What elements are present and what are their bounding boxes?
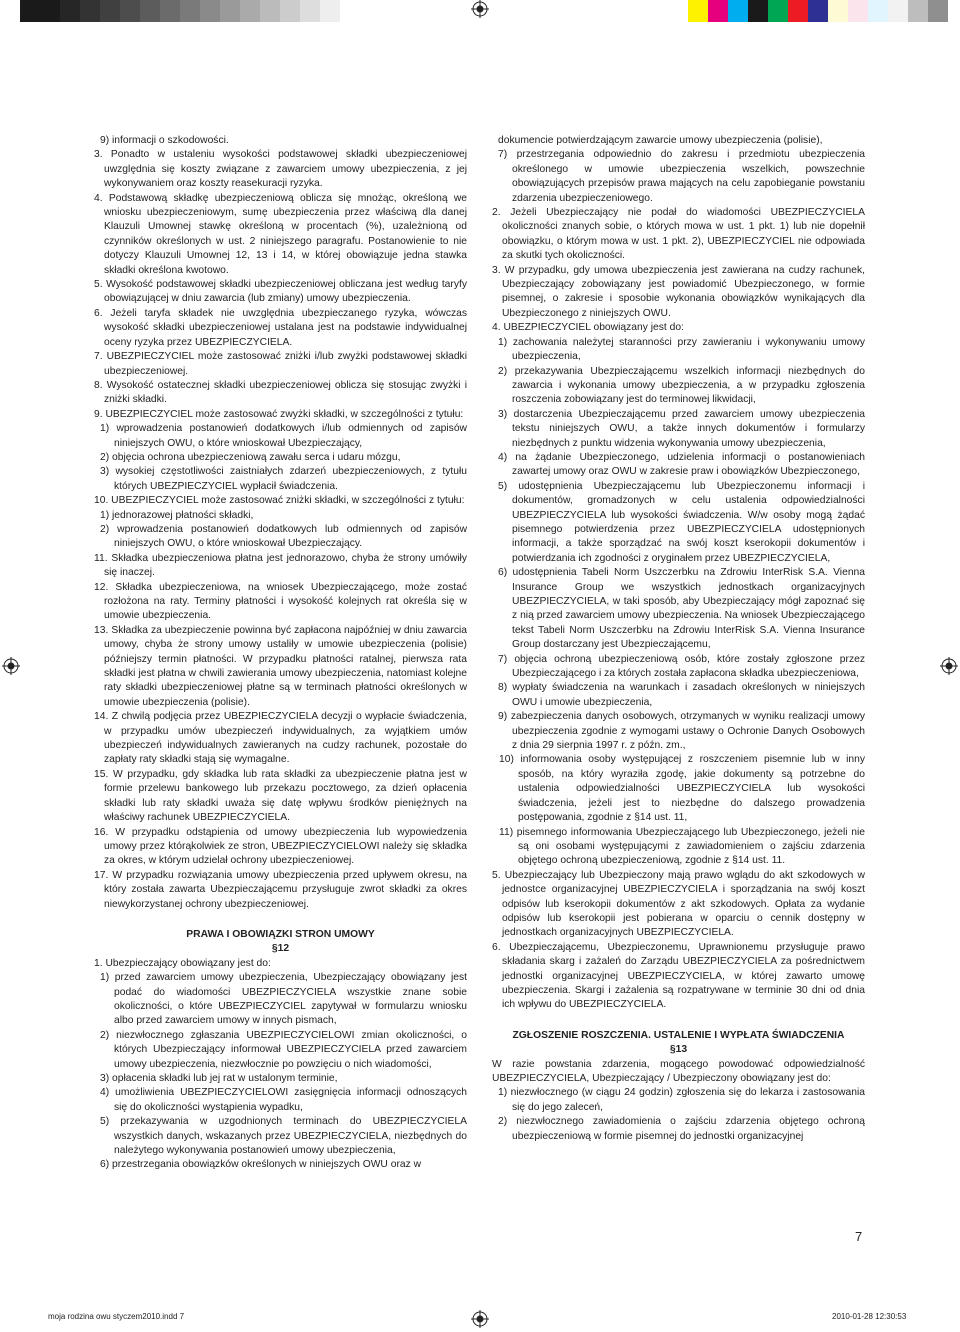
color-swatch [120,0,140,22]
section-title: PRAWA I OBOWIĄZKI STRON UMOWY [186,928,375,940]
paragraph: 14. Z chwilą podjęcia przez UBEZPIECZYCIELA decyzji o wypłacie świadczenia, w przypadku umów ubezpieczeń indywidualnych, za wyjątkiem umów ubezpieczeń indywidualnych zawieranych na cudzy rachunek, pozostałe do zapłaty raty składki stają się wymagalne. [94,711,467,766]
paragraph: 3) wysokiej częstotliwości zaistniałych zdarzeń ubezpieczeniowych, z tytułu których UBEZPIECZYCIEL wypłacił świadczenia. [100,466,467,492]
color-swatch [100,0,120,22]
paragraph: 6. Ubezpieczającemu, Ubezpieczonemu, Uprawnionemu przysługuje prawo składania skarg i zażaleń do Zarządu UBEZPIECZYCIELA za pośrednictwem jednostki organizacyjnej UBEZPIECZYCIELA, w której zawarto umowę ubezpieczenia. Skargi i zażalenia są rozpatrywane w terminie 30 dni od dnia ich wpływu do UBEZPIECZYCIELA. [492,941,865,1011]
paragraph: 4. UBEZPIECZYCIEL obowiązany jest do: [492,322,684,334]
color-swatch [40,0,60,22]
grayscale-color-bar [0,0,340,22]
paragraph: 4. Podstawową składkę ubezpieczeniową oblicza się mnożąc, określoną we wniosku ubezpieczeniowym, sumę ubezpieczenia przez właściwą dla danej Klauzuli Umownej stawkę określoną w procentach (%), uzależnioną od czynników określonych w ust. 2 niniejszego paragrafu. Postanowienie to nie dotyczy Klauzuli Umownej 12, 13 i 14, w której obowiązuje jedna stawka składki określona kwotowo. [94,192,467,276]
print-slug-timestamp: 2010-01-28 12:30:53 [832,1312,907,1321]
paragraph: 5) udostępnienia Ubezpieczającemu lub Ubezpieczonemu informacji i dokumentów, gromadzonych w celu ustalenia odpowiedzialności UBEZPIECZYCIELA lub wysokości świadczenia. W/w osoby mogą żądać pisemnego potwierdzenia przez UBEZPIECZYCIELA udostępnionych informacji, a także sporządzać na swój koszt kserokopii dokumentów i potwierdzania ich zgodności z oryginałem przez UBEZPIECZYCIELA, [498,480,865,564]
paragraph: 11) pisemnego informowania Ubezpieczającego lub Ubezpieczonego, jeżeli nie są oni osobami występującymi z zawiadomieniem o zajściu zdarzenia objętego ochroną ubezpieczeniową, zgodnie z §14 ust. 11. [499,826,865,867]
paragraph: 10. UBEZPIECZYCIEL może zastosować zniżki składki, w szczególności z tytułu: [94,495,465,507]
paragraph: 2) niezwłocznego zgłaszania UBEZPIECZYCIELOWI zmian okoliczności, o których Ubezpieczający informował UBEZPIECZYCIELA przed zawarciem umowy ubezpieczenia, niezwłocznie po powzięciu o nich wiadomości, [100,1029,467,1070]
paragraph: 6) przestrzegania obowiązków określonych w niniejszych OWU oraz w [100,1159,422,1171]
color-swatch [240,0,260,22]
paragraph: 12. Składka ubezpieczeniowa, na wniosek Ubezpieczającego, może zostać rozłożona na raty. Terminy płatności i wysokość kolejnych rat określa się w umowie ubezpieczenia. [94,581,467,622]
paragraph: 3) opłacenia składki lub jej rat w ustalonym terminie, [100,1073,338,1084]
paragraph: 2) wprowadzenia postanowień dodatkowych lub odmiennych od zapisów niniejszych OWU, o które wnioskował Ubezpieczający. [100,523,467,550]
print-slug-filename: moja rodzina owu styczem2010.indd 7 [48,1312,185,1321]
paragraph: W razie powstania zdarzenia, mogącego powodować odpowiedzialność UBEZPIECZYCIELA, Ubezpieczający / Ubezpieczony obowiązany jest do: [492,1058,865,1084]
paragraph: 9) informacji o szkodowości. [100,135,229,146]
paragraph: 1) niezwłocznego (w ciągu 24 godzin) zgłoszenia się do lekarza i zastosowania się do jego zaleceń, [498,1087,865,1113]
color-swatch [908,0,928,22]
paragraph: 17. W przypadku rozwiązania umowy ubezpieczenia przed upływem okresu, na który została zawarta Ubezpieczającemu przysługuje zwrot składki za okres niewykorzystanej ochrony ubezpieczeniowej. [94,869,467,910]
paragraph: 10) informowania osoby występującej z roszczeniem pisemnie lub w inny sposób, na który wyraziła zgodę, jakie dokumenty są potrzebne do ustalenia odpowiedzialności UBEZPIECZYCIELA lub wysokości świadczenia, jeżeli jest to niezbędne do dalszego prowadzenia postępowania, zgodnie z §14 ust. 11, [499,754,865,824]
page-number: 7 [855,1229,863,1244]
color-swatch [708,0,728,22]
paragraph: 2. Jeżeli Ubezpieczający nie podał do wiadomości UBEZPIECZYCIELA okoliczności znanych sobie, o których mowa w ust. 1 pkt. 1) lub nie dopełnił obowiązku, o którym mowa w ust. 1 pkt. 2), UBEZPIECZYCIEL nie odpowiada za skutki tych okoliczności. [492,207,865,262]
registration-mark-icon [471,1310,489,1328]
registration-mark-icon [940,657,958,675]
section-number: §13 [669,1044,688,1056]
paragraph: 4) umożliwienia UBEZPIECZYCIELOWI zasięgnięcia informacji odnoszących się do okoliczności wystąpienia wypadku, [100,1087,467,1113]
color-swatch [140,0,160,22]
color-swatch [0,0,20,22]
paragraph: 3. W przypadku, gdy umowa ubezpieczenia jest zawierana na cudzy rachunek, Ubezpieczający zobowiązany jest powiadomić Ubezpieczonego, w formie pisemnej, o zakresie i sposobie wykonania obowiązków wynikających dla Ubezpieczonego z niniejszych OWU. [492,264,865,319]
color-swatch [160,0,180,22]
paragraph: 1. Ubezpieczający obowiązany jest do: [94,957,271,969]
color-swatch [20,0,40,22]
color-swatch [848,0,868,22]
paragraph: 2) objęcia ochrona ubezpieczeniową zawału serca i udaru mózgu, [100,451,401,463]
right-text-column [492,134,865,1144]
color-swatch [928,0,948,22]
paragraph: 9) zabezpieczenia danych osobowych, otrzymanych w wyniku realizacji umowy ubezpieczenia zgodnie z wymogami ustawy o Ochronie Danych Osobowych z dnia 29 sierpnia 1997 r. z późn. zm., [498,711,865,752]
paragraph: 9. UBEZPIECZYCIEL może zastosować zwyżki składki, w szczególności z tytułu: [94,408,464,420]
paragraph: dokumencie potwierdzającym zawarcie umowy ubezpieczenia (polisie), [498,135,823,146]
paragraph: 15. W przypadku, gdy składka lub rata składki za ubezpieczenie płatna jest w formie przelewu bankowego lub przekazu pocztowego, za dzień opłacenia składki lub raty składki uważa się datę wpływu środków pieniężnych na właściwy rachunek UBEZPIECZYCIELA. [94,768,467,824]
paragraph: 5. Wysokość podstawowej składki ubezpieczeniowej obliczana jest według taryfy obowiązującej w dniu zawarcia (lub zmiany) umowy ubezpieczenia. [94,279,467,305]
paragraph: 6. Jeżeli taryfa składek nie uwzględnia ubezpieczanego ryzyka, wówczas wysokość składki ubezpieczeniowej ustalana jest na podstawie indywidualnej oceny ryzyka przez UBEZPIECZYCIELA. [94,307,467,348]
paragraph: 2) niezwłocznego zawiadomienia o zajściu zdarzenia objętego ochroną ubezpieczeniową w formie pisemnej do jednostki organizacyjnej [498,1116,865,1142]
color-swatch [688,0,708,22]
paragraph: 3) dostarczenia Ubezpieczającemu przed zawarciem umowy ubezpieczenia tekstu niniejszych OWU, a także innych dokumentów i formularzy niezbędnych z punktu widzenia wykonywania umowy ubezpieczenia, [498,408,865,449]
section-number: §12 [271,943,290,955]
color-swatch [748,0,768,22]
paragraph: 4) na żądanie Ubezpieczonego, udzielenia informacji o postanowieniach zawartej umowy oraz OWU w zakresie praw i obowiązków Ubezpieczonego, [498,451,865,478]
section-title: ZGŁOSZENIE ROSZCZENIA. USTALENIE I WYPŁATA ŚWIADCZENIA [512,1029,845,1041]
paragraph: 1) jednorazowej płatności składki, [100,509,254,521]
paragraph: 16. W przypadku odstąpienia od umowy ubezpieczenia lub wypowiedzenia umowy przez którąkolwiek ze stron, UBEZPIECZYCIELOWI należy się składka za okres, w którym udzielał ochrony ubezpieczeniowej. [94,826,467,867]
paragraph: 13. Składka za ubezpieczenie powinna być zapłacona najpóźniej w dniu zawarcia umowy, chyba że strony umowy ustaliły w umowie ubezpieczenia (polisie) późniejszy termin płatności. W przypadku płatności ratalnej, pierwsza rata składki jest płatna w chwili zawierania umowy ubezpieczenia, natomiast kolejne raty składki ubezpieczeniowej płatne są w terminach płatności określonych w umowie ubezpieczenia (polisie). [94,624,467,708]
color-swatch [320,0,340,22]
paragraph: 1) zachowania należytej staranności przy zawieraniu i wykonywaniu umowy ubezpieczenia, [498,336,865,363]
paragraph: 2) przekazywania Ubezpieczającemu wszelkich informacji niezbędnych do zawarcia i wykonania umowy ubezpieczenia, a w przypadku zgłoszenia roszczenia zobowiązany jest do terminowej likwidacji, [498,365,865,406]
color-swatch [868,0,888,22]
registration-mark-icon [2,657,20,675]
color-swatch [200,0,220,22]
paragraph: 5) przekazywania w uzgodnionych terminach do UBEZPIECZYCIELA wszystkich danych, wskazanych przez UBEZPIECZYCIELA, niezbędnych do należytego wykonywania postanowień umowy ubezpieczenia, [100,1116,467,1157]
color-swatch [300,0,320,22]
left-text-column [94,134,467,1173]
color-swatch [828,0,848,22]
color-swatch [808,0,828,22]
color-swatch [728,0,748,22]
paragraph: 8) wypłaty świadczenia na warunkach i zasadach określonych w niniejszych OWU i umowie ubezpieczenia, [498,682,865,708]
color-swatch [220,0,240,22]
color-swatch [180,0,200,22]
paragraph: 1) wprowadzenia postanowień dodatkowych i/lub odmiennych od zapisów niniejszych OWU, o które wnioskował Ubezpieczający, [100,423,467,449]
paragraph: 1) przed zawarciem umowy ubezpieczenia, Ubezpieczający obowiązany jest podać do wiadomości UBEZPIECZYCIELA wszystkie znane sobie okoliczności, o które UBEZPIECZYCIEL zapytywał w formularzu wniosku albo przed zawarciem umowy w innych pismach, [100,972,467,1027]
paragraph: 6) udostępnienia Tabeli Norm Uszczerbku na Zdrowiu InterRisk S.A. Vienna Insurance Group we wszystkich jednostkach organizacyjnych UBEZPIECZYCIELA, w taki sposób, aby Ubezpieczający mógł zapoznać się z nią przed zawarciem umowy ubezpieczenia. Na wniosek Ubezpieczającego tekst Tabeli Norm Uszczerbku na Zdrowiu InterRisk S.A. Vienna Insurance Group dostarczany jest Ubezpieczającemu, [498,567,865,651]
paragraph: 3. Ponadto w ustaleniu wysokości podstawowej składki ubezpieczeniowej uwzględnia się koszty związane z zawarciem umowy ubezpieczenia, z jej wykonywaniem oraz koszty reasekuracji ryzyka. [94,149,467,190]
paragraph: 5. Ubezpieczający lub Ubezpieczony mają prawo wglądu do akt szkodowych w jednostce organizacyjnej UBEZPIECZYCIELA i sporządzania na swój koszt odpisów lub kserokopii dokumentów z akt szkodowych. Opłata za wydanie odpisów lub kserokopii jest pobierana w oparciu o cennik dostępny w jednostkach organizacyjnych UBEZPIECZYCIELA. [492,869,865,939]
color-swatch [80,0,100,22]
color-swatch [888,0,908,22]
registration-mark-icon [471,0,489,18]
cmyk-color-bar [688,0,948,22]
color-swatch [280,0,300,22]
paragraph: 7. UBEZPIECZYCIEL może zastosować zniżki i/lub zwyżki podstawowej składki ubezpieczeniowej. [94,351,467,377]
paragraph: 11. Składka ubezpieczeniowa płatna jest jednorazowo, chyba że strony umówiły się inaczej. [94,552,467,579]
color-swatch [260,0,280,22]
paragraph: 7) przestrzegania odpowiednio do zakresu i przedmiotu ubezpieczenia określonego w umowie ubezpieczenia wszelkich, powszechnie obowiązujących przepisów prawa mających na celu zapobieganie powstaniu zdarzenia ubezpieczeniowego. [498,149,865,204]
color-swatch [788,0,808,22]
paragraph: 8. Wysokość ostatecznej składki ubezpieczeniowej oblicza się stosując zwyżki i zniżki składki. [94,379,467,406]
color-swatch [768,0,788,22]
paragraph: 7) objęcia ochroną ubezpieczeniową osób, które zostały zgłoszone przez Ubezpieczającego i za których została zapłacona składka ubezpieczeniowa, [498,653,865,680]
color-swatch [60,0,80,22]
